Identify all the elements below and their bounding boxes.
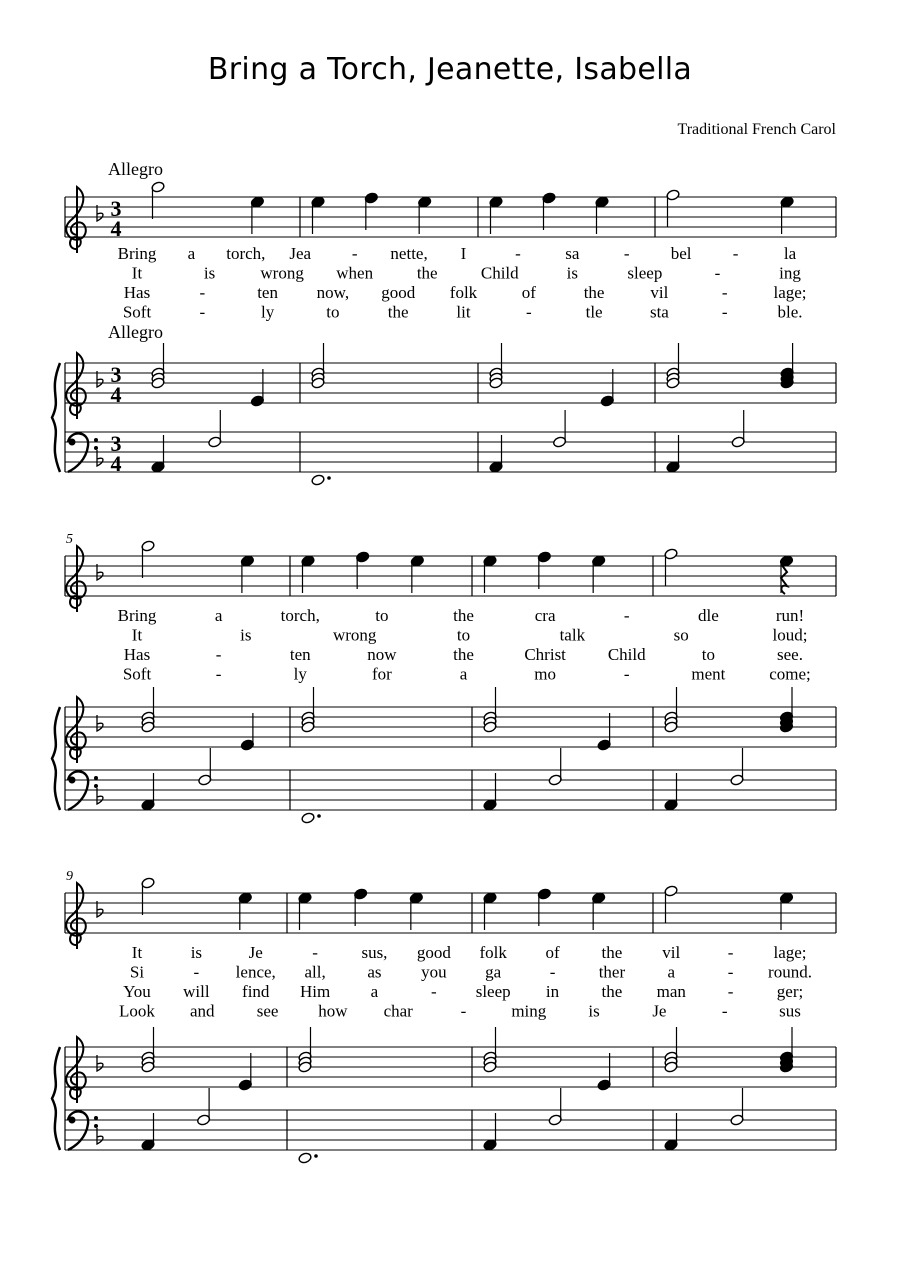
lyric-syllable: ming <box>511 1001 547 1021</box>
lyric-syllable: now, <box>316 283 350 302</box>
lyric-syllable: Bring <box>117 606 157 625</box>
lyric-syllable: mo <box>534 664 556 684</box>
time-signature-top: 3 <box>110 431 122 456</box>
lyric-syllable: lit <box>456 302 471 322</box>
augmentation-dot <box>317 814 321 818</box>
lyric-syllable: to <box>375 606 389 625</box>
lyric-syllable: ger; <box>776 982 804 1001</box>
lyric-syllable: It <box>131 943 143 962</box>
lyric-syllable: - <box>623 606 630 625</box>
lyric-syllable: - <box>721 283 728 302</box>
lyric-syllable: so <box>673 625 689 645</box>
lyric-syllable: tle <box>585 302 603 322</box>
time-signature-bottom: 4 <box>110 216 122 241</box>
lyric-syllable: see. <box>777 645 803 664</box>
lyric-syllable: vil <box>662 943 681 962</box>
bass-clef-dot <box>94 776 98 780</box>
notehead <box>298 1152 312 1164</box>
time-signature-top: 3 <box>110 362 122 387</box>
lyric-syllable: torch, <box>280 606 320 625</box>
lyric-syllable: sa <box>565 244 580 263</box>
lyric-syllable: sleep <box>627 263 663 283</box>
lyric-syllable: ment <box>691 664 726 684</box>
lyric-syllable: vil <box>650 283 669 302</box>
notehead <box>311 474 325 486</box>
lyric-syllable: nette, <box>390 244 428 263</box>
lyric-syllable: - <box>721 1001 728 1021</box>
lyric-syllable: is <box>190 943 203 962</box>
lyric-syllable: run! <box>775 606 805 625</box>
lyric-syllable: find <box>242 982 270 1001</box>
lyric-syllable: - <box>215 664 222 684</box>
lyric-syllable: is <box>566 263 579 283</box>
lyric-syllable: as <box>367 962 382 982</box>
lyric-syllable: Child <box>480 263 519 283</box>
lyric-syllable: sleep <box>475 982 511 1001</box>
lyric-syllable: the <box>387 302 409 322</box>
lyric-syllable: a <box>187 244 196 263</box>
lyric-syllable: is <box>203 263 216 283</box>
lyric-syllable: You <box>123 982 151 1001</box>
lyric-syllable: Him <box>299 982 331 1001</box>
lyric-syllable: the <box>416 263 438 283</box>
lyric-syllable: Jea <box>289 244 312 263</box>
lyric-syllable: the <box>601 943 623 962</box>
bass-clef-dot <box>94 1124 98 1128</box>
lyric-syllable: wrong <box>332 625 377 645</box>
lyric-syllable: is <box>588 1001 600 1021</box>
lyric-syllable: wrong <box>260 263 304 283</box>
lyric-syllable: - <box>460 1001 467 1021</box>
lyric-syllable: folk <box>479 943 507 962</box>
lyric-syllable: a <box>459 664 468 684</box>
bass-clef-dot <box>94 784 98 788</box>
lyric-syllable: loud; <box>772 625 808 645</box>
lyric-syllable: - <box>215 645 222 664</box>
augmentation-dot <box>314 1154 318 1158</box>
lyric-syllable: - <box>515 244 521 263</box>
time-signature-top: 3 <box>110 196 122 221</box>
lyric-syllable: - <box>732 244 739 263</box>
quarter-rest-icon <box>781 564 787 594</box>
lyric-syllable: - <box>351 244 358 263</box>
lyric-syllable: ther <box>598 962 626 982</box>
lyric-syllable: Je <box>248 943 263 962</box>
lyric-syllable: ing <box>779 263 801 283</box>
lyric-syllable: - <box>727 982 734 1001</box>
bass-clef-dot <box>69 439 76 446</box>
lyric-syllable: Look <box>119 1001 155 1021</box>
lyric-syllable: folk <box>449 283 478 302</box>
lyric-syllable: a <box>667 962 676 982</box>
lyric-syllable: a <box>214 606 223 625</box>
score-title: Bring a Torch, Jeanette, Isabella <box>207 52 693 87</box>
lyric-syllable: to <box>326 302 340 322</box>
lyric-syllable: ly <box>260 302 275 322</box>
lyric-syllable: Si <box>129 962 145 982</box>
bass-clef-dot <box>69 777 76 784</box>
lyric-syllable: good <box>416 943 451 962</box>
lyric-syllable: - <box>199 283 206 302</box>
lyric-syllable: - <box>312 943 318 962</box>
lyric-syllable: good <box>381 283 416 302</box>
lyric-syllable: It <box>131 625 143 645</box>
lyric-syllable: char <box>383 1001 413 1021</box>
lyric-syllable: in <box>545 982 560 1001</box>
lyric-syllable: - <box>721 302 728 322</box>
lyric-syllable: see <box>256 1001 279 1021</box>
lyric-syllable: Soft <box>122 664 152 684</box>
lyric-syllable: is <box>240 625 252 645</box>
time-signature-bottom: 4 <box>110 382 122 407</box>
lyric-syllable: ga <box>485 962 502 982</box>
lyric-syllable: man <box>656 982 686 1001</box>
lyric-syllable: - <box>714 263 721 283</box>
bass-clef-dot <box>94 446 98 450</box>
lyric-syllable: talk <box>559 625 586 645</box>
tempo-marking-piano: Allegro <box>108 322 163 342</box>
lyric-syllable: come; <box>769 664 811 684</box>
bass-clef-dot <box>94 1116 98 1120</box>
lyric-syllable: and <box>190 1001 215 1021</box>
lyric-syllable: the <box>453 606 474 625</box>
bass-clef-dot <box>69 1117 76 1124</box>
lyric-syllable: Je <box>652 1001 667 1021</box>
lyric-syllable: lage; <box>773 943 807 962</box>
lyric-syllable: the <box>601 982 623 1001</box>
tempo-marking-voice: Allegro <box>108 159 163 179</box>
lyric-syllable: ten <box>257 283 278 302</box>
lyric-syllable: to <box>701 645 715 664</box>
lyric-syllable: cra <box>534 606 556 625</box>
lyric-syllable: now <box>367 645 397 664</box>
lyric-syllable: It <box>131 263 143 283</box>
lyric-syllable: - <box>193 962 200 982</box>
lyric-syllable: the <box>453 645 474 664</box>
lyric-syllable: torch, <box>226 244 266 263</box>
lyric-syllable: sus, <box>361 943 388 962</box>
lyric-syllable: - <box>549 962 556 982</box>
lyric-syllable: la <box>783 244 797 263</box>
composer-credit: Traditional French Carol <box>677 121 836 138</box>
lyric-syllable: round. <box>768 962 812 982</box>
lyric-syllable: to <box>456 625 471 645</box>
lyric-syllable: Child <box>607 645 646 664</box>
lyric-syllable: a <box>370 982 379 1001</box>
lyric-syllable: lence, <box>235 962 276 982</box>
lyric-syllable: Soft <box>122 302 152 322</box>
lyric-syllable: how <box>318 1001 348 1021</box>
lyric-syllable: dle <box>697 606 719 625</box>
lyric-syllable: - <box>199 302 206 322</box>
lyric-syllable: the <box>583 283 605 302</box>
lyric-syllable: Has <box>123 283 151 302</box>
lyric-syllable: - <box>525 302 532 322</box>
lyric-syllable: I <box>460 244 467 263</box>
lyric-syllable: Christ <box>524 645 566 664</box>
lyric-syllable: - <box>727 943 734 962</box>
lyric-syllable: Bring <box>117 244 157 263</box>
lyric-syllable: when <box>336 263 374 283</box>
piano-brace <box>52 363 60 472</box>
lyric-syllable: ten <box>289 645 311 664</box>
lyric-syllable: will <box>183 982 210 1001</box>
lyric-syllable: all, <box>304 962 326 982</box>
notehead <box>301 812 315 824</box>
lyric-syllable: sta <box>649 302 669 322</box>
time-signature-bottom: 4 <box>110 451 122 476</box>
augmentation-dot <box>327 476 331 480</box>
lyric-syllable: sus <box>779 1001 801 1021</box>
lyric-syllable: of <box>521 283 536 302</box>
lyric-syllable: of <box>545 943 560 962</box>
lyric-syllable: lage; <box>773 283 807 302</box>
lyric-syllable: - <box>623 244 630 263</box>
lyric-syllable: - <box>623 664 630 684</box>
piano-brace <box>52 1047 60 1150</box>
lyric-syllable: ble. <box>777 302 803 322</box>
lyric-syllable: you <box>421 962 447 982</box>
lyric-syllable: ly <box>293 664 307 684</box>
piano-brace <box>52 707 60 810</box>
measure-number: 9 <box>66 869 73 884</box>
lyric-syllable: bel <box>670 244 692 263</box>
bass-clef-dot <box>94 438 98 442</box>
lyric-syllable: for <box>371 664 392 684</box>
lyric-syllable: - <box>430 982 437 1001</box>
lyric-syllable: - <box>727 962 734 982</box>
lyric-syllable: Has <box>123 645 151 664</box>
measure-number: 5 <box>66 532 73 547</box>
